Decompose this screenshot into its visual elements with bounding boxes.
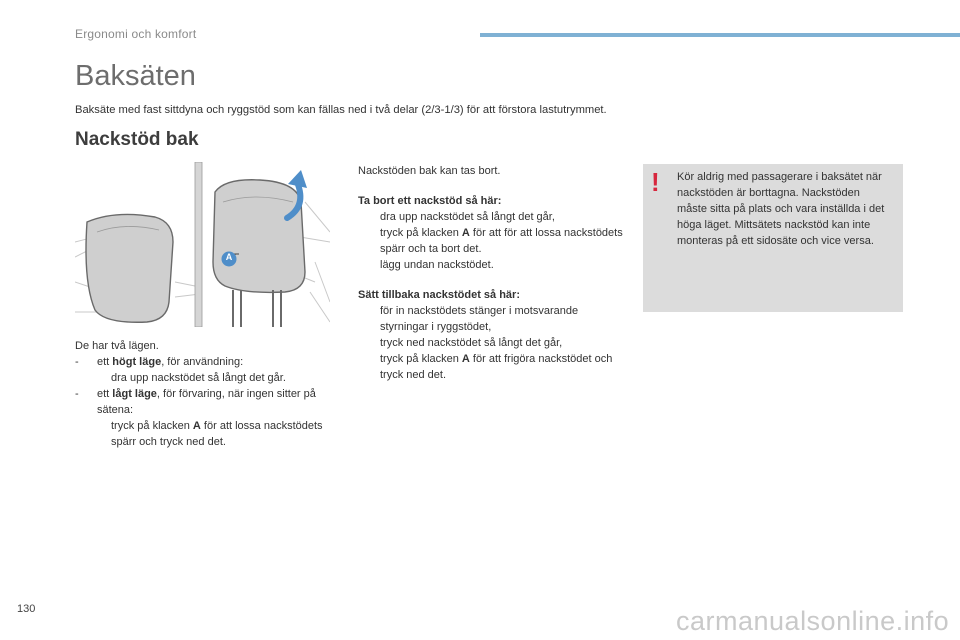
mode-low [75,386,335,418]
step-text: för att lossa nackstödets spärr och tryck ned det. [111,420,323,448]
modes-lead: De har två lägen. [75,340,159,352]
header-section-title: Ergonomi och komfort [75,27,197,41]
remove-step [358,225,624,257]
mode-high-step [75,370,335,386]
refit-step [358,351,624,383]
key-label: A [192,420,201,432]
mode-term: högt läge [112,356,162,368]
step-text: för in nackstödets stänger i motsvarande styrningar i ryggstödet, [380,305,579,333]
step-text: tryck ned nackstödet så långt det går, [380,337,563,349]
section-title: Nackstöd bak [75,129,199,150]
list-dash: - [75,356,79,368]
watermark: carmanualsonline.info [676,606,950,636]
label-a-badge: A [225,252,233,262]
intro-text: Baksäte med fast sittdyna och ryggstöd som kan fällas ned i två delar (2/3-1/3) för att förstora lastutrymmet. [75,104,607,116]
step-text: tryck på klacken [380,227,462,239]
mode-suffix: , för användning: [161,356,244,368]
step-text: tryck på klacken [111,420,193,432]
mode-low-step [75,418,335,450]
remove-step [358,257,624,273]
refit-title: Sätt tillbaka nackstödet så här: [358,289,520,301]
refit-step [358,335,624,351]
page-number: 130 [17,603,36,615]
left-column [75,338,335,450]
mode-prefix: ett [97,388,113,400]
middle-column [358,163,624,383]
step-text: för att för att lossa nackstödets spärr och ta bort det. [380,227,623,255]
mode-prefix: ett [97,356,113,368]
remove-title: Ta bort ett nackstöd så här: [358,195,502,207]
warning-box [643,164,903,312]
mode-term: lågt läge [112,388,157,400]
remove-step [358,209,624,225]
headrest-illustration [75,162,330,327]
warning-icon: ! [651,167,660,197]
warning-text: Kör aldrig med passagerare i baksätet när nackstöden är borttagna. Nackstöden måste sitta på plats och vara inställda i det höga läget. Mittsätets nackstöd kan inte monteras på ett sidosäte och vice versa. [677,171,885,247]
refit-step [358,303,624,335]
removable-note: Nackstöden bak kan tas bort. [358,165,501,177]
step-text: lägg undan nackstödet. [380,259,494,271]
key-label: A [461,227,470,239]
step-text: dra upp nackstödet så långt det går, [380,211,555,223]
step-text: tryck på klacken [380,353,462,365]
list-dash: - [75,388,79,400]
page-title: Baksäten [75,60,196,92]
step-text: dra upp nackstödet så långt det går. [111,372,286,384]
mode-high [75,354,335,370]
header-accent-bar [480,33,960,37]
key-label: A [461,353,470,365]
step-text: för att frigöra nackstödet och tryck ned det. [380,353,613,381]
mode-suffix: , för förvaring, när ingen sitter på sätena: [97,388,316,416]
